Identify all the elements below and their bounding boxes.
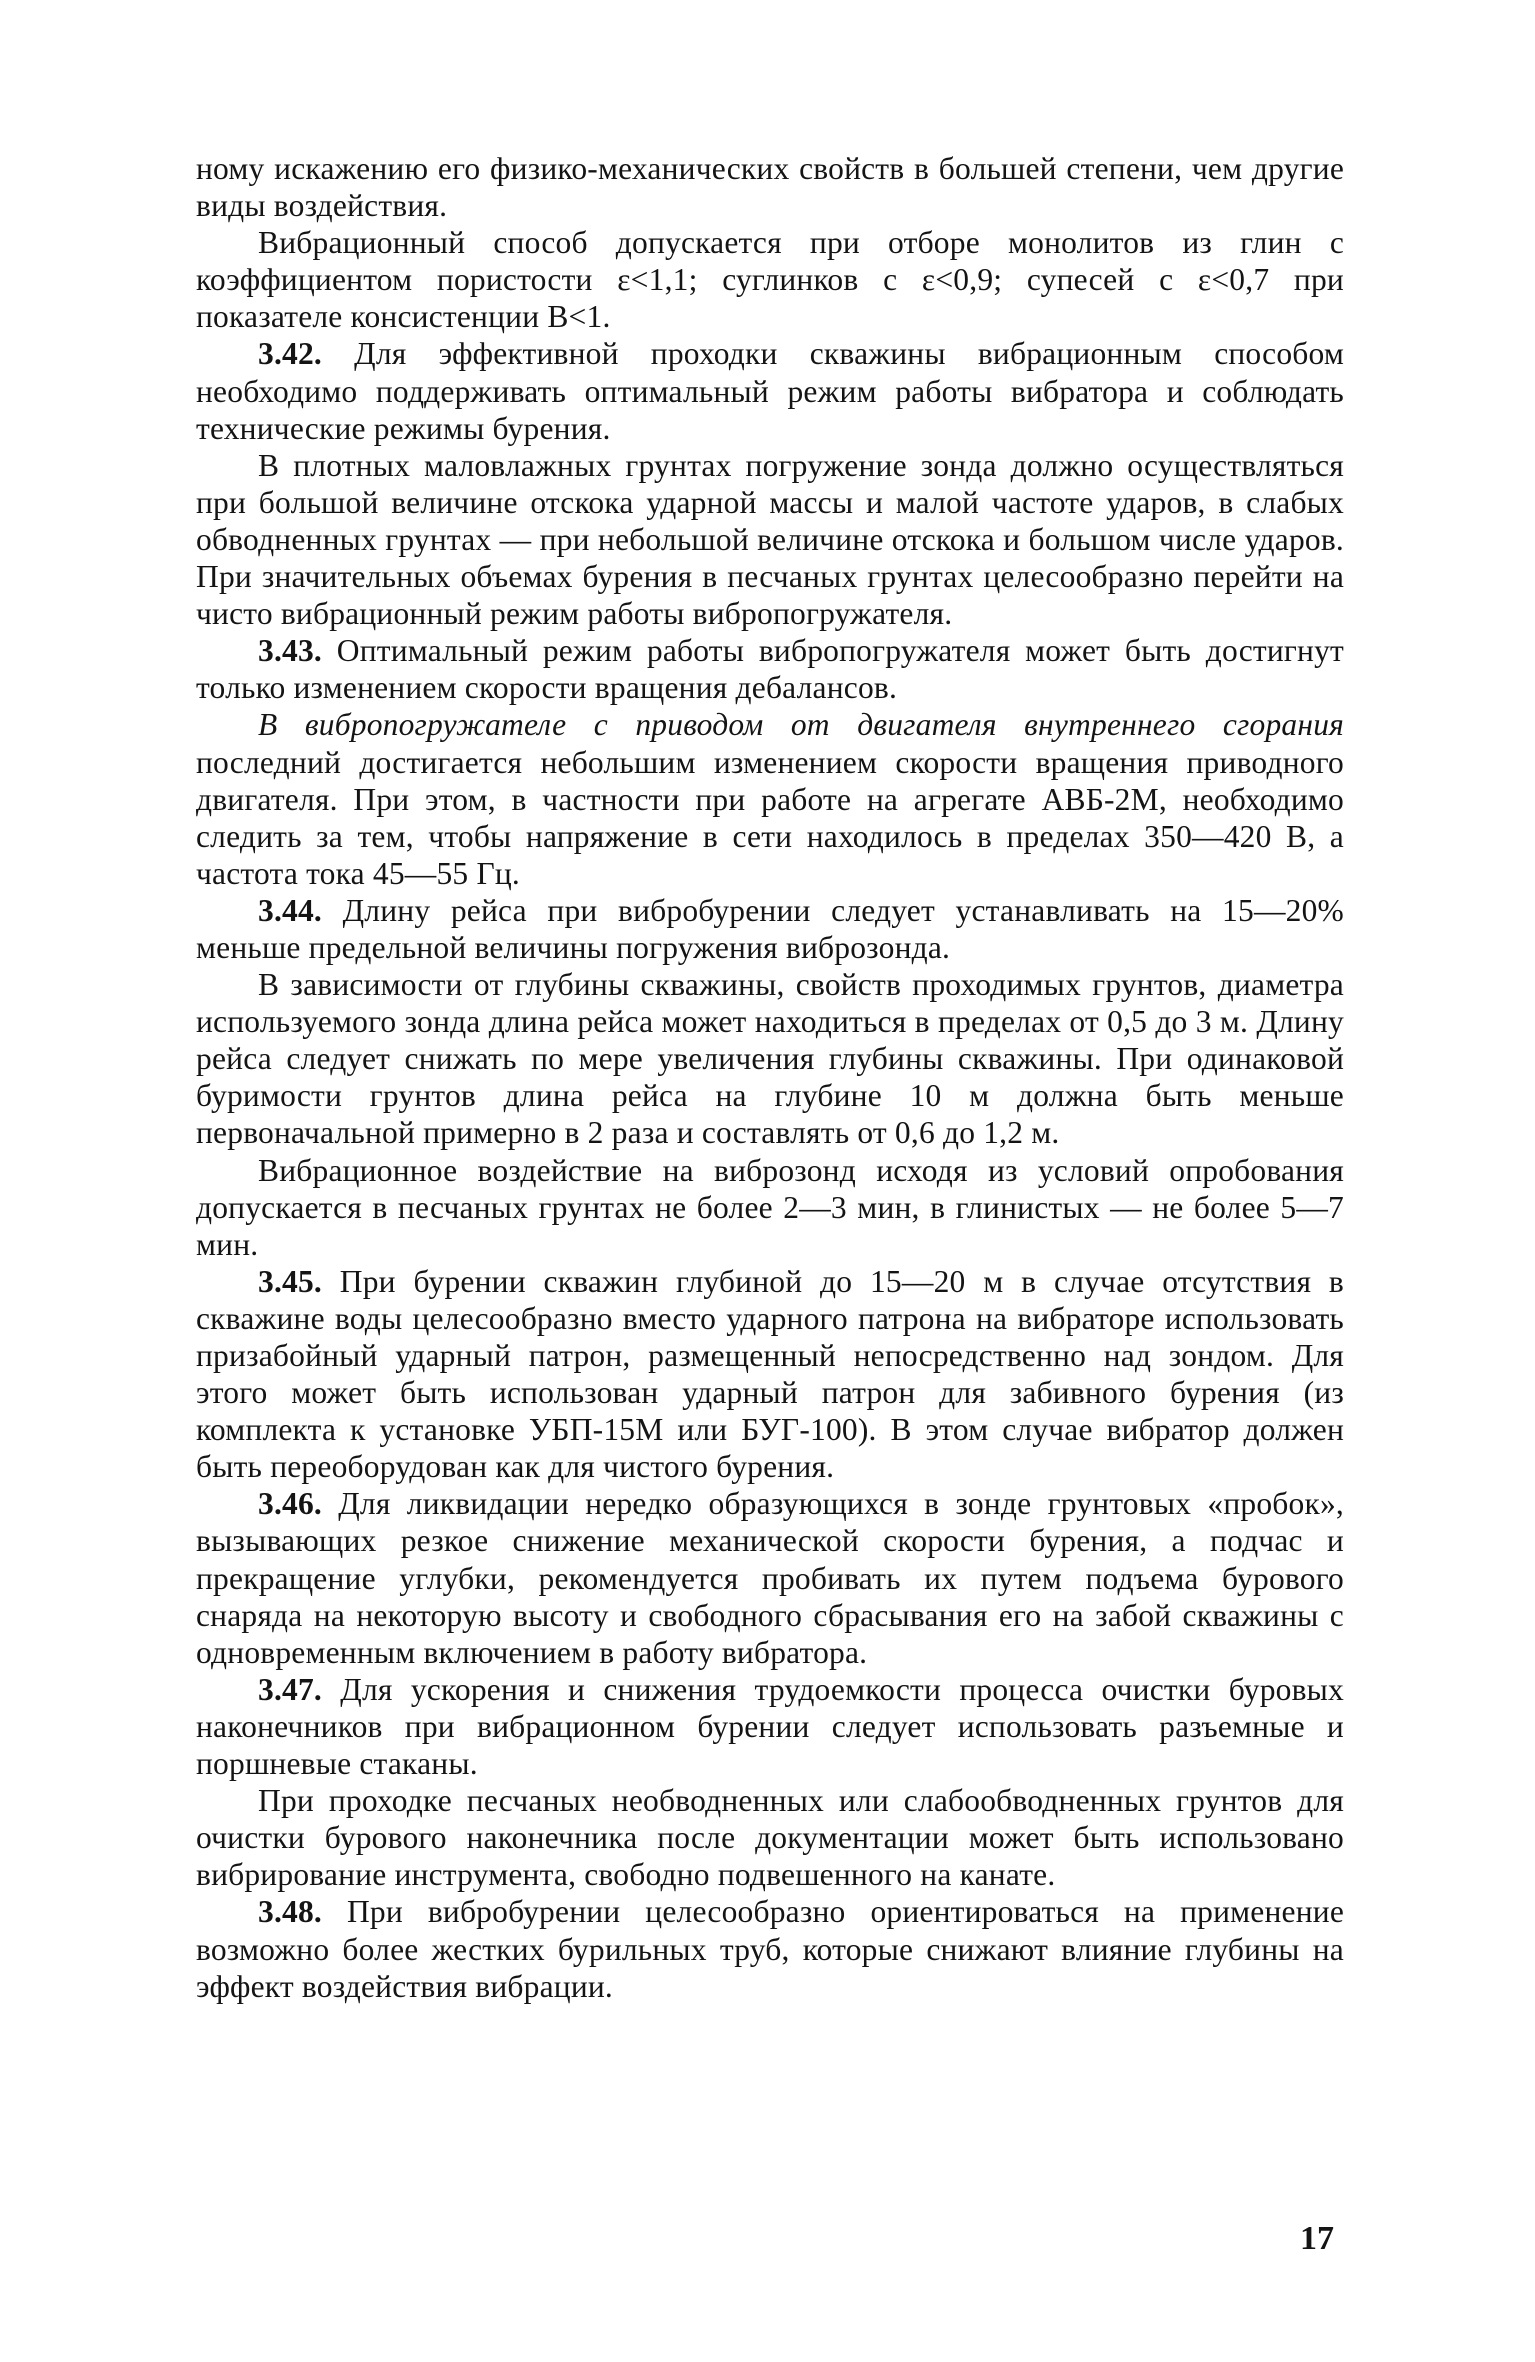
paragraph-text: Оптимальный режим работы вибропогружателя может быть достигнут только изменением скорости вращения дебалансов.	[196, 633, 1344, 706]
paragraph-text: При вибробурении целесообразно ориентироваться на применение возможно более жестких бурильных труб, которые снижают влияние глубины на эффект воздействия вибрации.	[196, 1894, 1345, 2004]
italic-lead: В вибропогружателе с приводом от двигателя внутреннего сгорания	[258, 707, 1344, 743]
section-number: 3.45.	[258, 1263, 322, 1299]
section-number: 3.46.	[258, 1486, 322, 1522]
section-number: 3.48.	[258, 1894, 322, 1930]
section-number: 3.47.	[258, 1671, 322, 1707]
paragraph	[196, 447, 1344, 632]
paragraph-text: Длину рейса при вибробурении следует устанавливать на 15—20% меньше предельной величины погружения виброзонда.	[196, 892, 1344, 965]
paragraph	[196, 892, 1344, 966]
body-text	[196, 150, 1344, 2005]
paragraph	[196, 1152, 1344, 1263]
section-number: 3.42.	[258, 336, 322, 372]
section-number: 3.43.	[258, 633, 322, 669]
paragraph-text: последний достигается небольшим изменением скорости вращения приводного двигателя. При этом, в частности при работе на агрегате АВБ-2М, необходимо следить за тем, чтобы напряжение в сети находилось в пределах 350—420 В, а частота тока 45—55 Гц.	[196, 744, 1344, 891]
paragraph-text: В плотных маловлажных грунтах погружение зонда должно осуществляться при большой величине отскока ударной массы и малой частоте ударов, в слабых обводненных грунтах — при небольшой величине отскока и большом числе ударов. При значительных объемах бурения в песчаных грунтах целесообразно перейти на чисто вибрационный режим работы вибропогружателя.	[196, 447, 1344, 632]
paragraph-text: Для ускорения и снижения трудоемкости процесса очистки буровых наконечников при вибрационном бурении следует использовать разъемные и поршневые стаканы.	[196, 1671, 1344, 1782]
section-number: 3.44.	[258, 892, 322, 928]
paragraph	[196, 224, 1344, 335]
paragraph-text: Для эффективной проходки скважины вибрационным способом необходимо поддерживать оптимальный режим работы вибратора и соблюдать технические режимы бурения.	[196, 336, 1345, 446]
paragraph-text: Для ликвидации нередко образующихся в зонде грунтовых «пробок», вызывающих резкое снижение механической скорости бурения, а подчас и прекращение углубки, рекомендуется пробивать их путем подъема бурового снаряда на некоторую высоту и свободного сбрасывания его на забой скважины с одновременным включением в работу вибратора.	[196, 1486, 1344, 1670]
paragraph	[196, 1782, 1344, 1893]
paragraph	[196, 1485, 1344, 1670]
paragraph	[196, 966, 1344, 1151]
paragraph-text: Вибрационное воздействие на виброзонд исходя из условий опробования допускается в песчаных грунтах не более 2—3 мин, в глинистых — не более 5—7 мин.	[196, 1152, 1344, 1262]
paragraph-text: Вибрационный способ допускается при отборе монолитов из глин с коэффициентом пористости ε<1,1; суглинков с ε<0,9; супесей с ε<0,7 при показателе консистенции B<1.	[196, 225, 1344, 335]
paragraph	[196, 1671, 1344, 1782]
page-number: 17	[1300, 2220, 1334, 2257]
paragraph-text: В зависимости от глубины скважины, свойств проходимых грунтов, диаметра используемого зонда длина рейса может находиться в пределах от 0,5 до 3 м. Длину рейса следует снижать по мере увеличения глубины скважины. При одинаковой буримости грунтов длина рейса на глубине 10 м должна быть меньше первоначальной примерно в 2 раза и составлять от 0,6 до 1,2 м.	[196, 967, 1344, 1151]
paragraph	[196, 706, 1344, 891]
paragraph	[196, 335, 1344, 446]
paragraph-text: ному искажению его физико-механических свойств в большей степени, чем другие виды воздействия.	[196, 151, 1344, 224]
paragraph	[196, 632, 1344, 706]
paragraph	[196, 1893, 1344, 2004]
paragraph-text: При бурении скважин глубиной до 15—20 м в случае отсутствия в скважине воды целесообразно вместо ударного патрона на вибраторе использовать призабойный ударный патрон, размещенный непосредственно над зондом. Для этого может быть использован ударный патрон для забивного бурения (из комплекта к установке УБП-15М или БУГ-100). В этом случае вибратор должен быть переоборудован как для чистого бурения.	[196, 1263, 1344, 1485]
paragraph-text: При проходке песчаных необводненных или слабообводненных грунтов для очистки бурового наконечника после документации может быть использовано вибрирование инструмента, свободно подвешенного на канате.	[196, 1783, 1344, 1893]
paragraph	[196, 150, 1344, 224]
paragraph	[196, 1263, 1344, 1486]
